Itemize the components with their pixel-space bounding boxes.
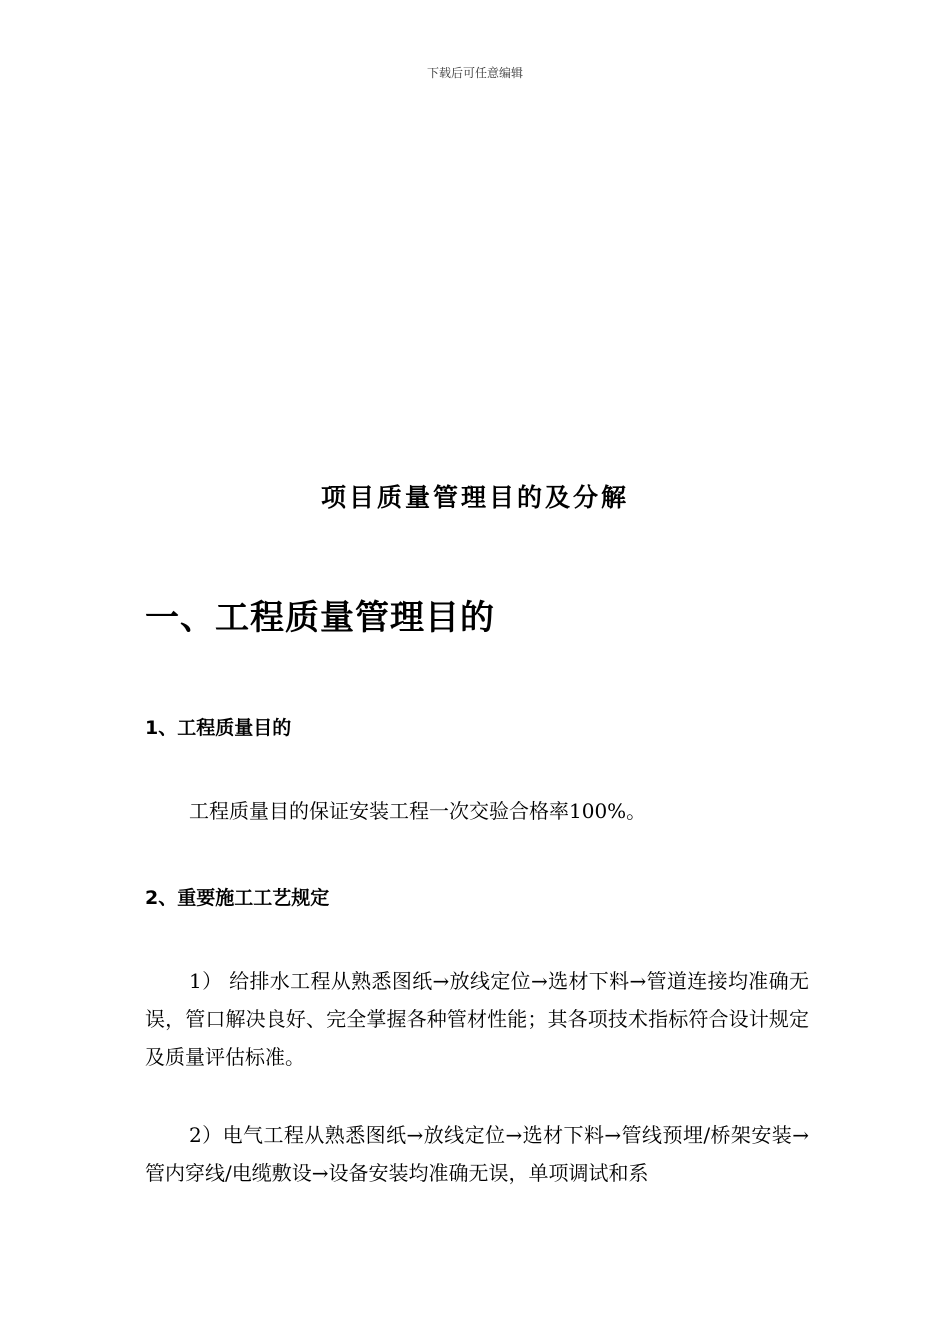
page-header-note: 下载后可任意编辑 (426, 66, 523, 80)
list-item-plumbing: 1） 给排水工程从熟悉图纸→放线定位→选材下料→管道连接均准确无误，管口解决良好、完全掌握各种管材性能；其各项技术指标符合设计规定及质量评估标准。 (145, 969, 809, 1069)
document-title: 项目质量管理目的及分解 (320, 483, 629, 512)
subsection-heading-quality-goal: 1、工程质量目的 (145, 717, 292, 739)
list-item-electrical: 2）电气工程从熟悉图纸→放线定位→选材下料→管线预埋/桥架安装→管内穿线/电缆敷设→设备安装均准确无误，单项调试和系 (145, 1123, 809, 1185)
subsection-heading-process-requirements: 2、重要施工工艺规定 (145, 887, 330, 909)
quality-goal-paragraph: 工程质量目的保证安装工程一次交验合格率100%。 (189, 799, 647, 823)
section-heading: 一、工程质量管理目的 (145, 598, 495, 638)
